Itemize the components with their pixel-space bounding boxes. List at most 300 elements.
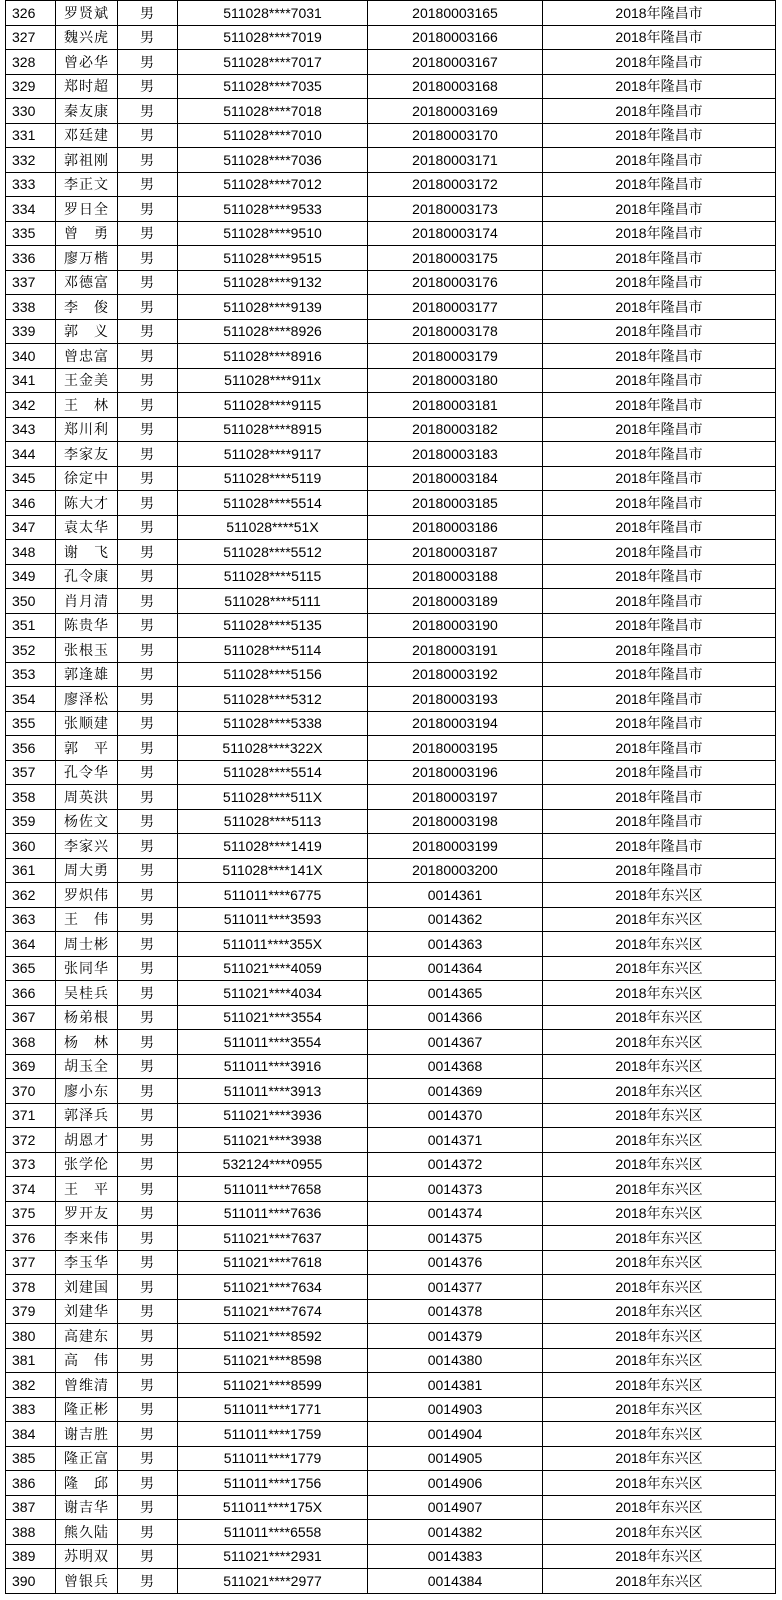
row-number: 377: [6, 1250, 56, 1275]
certificate-code: 20180003185: [368, 491, 543, 516]
id-number: 511028****7010: [178, 123, 368, 148]
certificate-code: 20180003173: [368, 197, 543, 222]
table-row: [6, 858, 776, 883]
row-number: 354: [6, 687, 56, 712]
table-row: [6, 932, 776, 957]
table-row: [6, 956, 776, 981]
gender: 男: [118, 932, 178, 957]
batch-label: 2018年东兴区: [543, 1226, 776, 1251]
batch-label: 2018年隆昌市: [543, 638, 776, 663]
row-number: 361: [6, 858, 56, 883]
row-number: 331: [6, 123, 56, 148]
certificate-code: 20180003174: [368, 221, 543, 246]
id-number: 511021****8592: [178, 1324, 368, 1349]
id-number: 511028****511X: [178, 785, 368, 810]
row-number: 371: [6, 1103, 56, 1128]
batch-label: 2018年隆昌市: [543, 491, 776, 516]
person-name: 曾必华: [56, 50, 118, 75]
batch-label: 2018年隆昌市: [543, 589, 776, 614]
gender: 男: [118, 270, 178, 295]
gender: 男: [118, 368, 178, 393]
table-row: [6, 99, 776, 124]
batch-label: 2018年隆昌市: [543, 172, 776, 197]
row-number: 369: [6, 1054, 56, 1079]
batch-label: 2018年隆昌市: [543, 858, 776, 883]
person-name: 刘建国: [56, 1275, 118, 1300]
person-name: 肖月清: [56, 589, 118, 614]
batch-label: 2018年隆昌市: [543, 25, 776, 50]
certificate-code: 0014368: [368, 1054, 543, 1079]
table-row: [6, 197, 776, 222]
gender: 男: [118, 221, 178, 246]
table-row: [6, 1005, 776, 1030]
certificate-code: 20180003194: [368, 711, 543, 736]
table-row: [6, 1397, 776, 1422]
table-row: [6, 221, 776, 246]
batch-label: 2018年隆昌市: [543, 50, 776, 75]
gender: 男: [118, 466, 178, 491]
batch-label: 2018年东兴区: [543, 1275, 776, 1300]
table-row: [6, 1299, 776, 1324]
certificate-code: 0014377: [368, 1275, 543, 1300]
batch-label: 2018年东兴区: [543, 1128, 776, 1153]
id-number: 511028****9139: [178, 295, 368, 320]
certificate-code: 0014367: [368, 1030, 543, 1055]
table-row: [6, 1324, 776, 1349]
gender: 男: [118, 1397, 178, 1422]
person-name: 谢吉华: [56, 1495, 118, 1520]
gender: 男: [118, 858, 178, 883]
batch-label: 2018年隆昌市: [543, 197, 776, 222]
table-row: [6, 638, 776, 663]
gender: 男: [118, 662, 178, 687]
row-number: 373: [6, 1152, 56, 1177]
row-number: 386: [6, 1471, 56, 1496]
person-name: 曾 勇: [56, 221, 118, 246]
person-name: 郭 平: [56, 736, 118, 761]
certificate-code: 0014907: [368, 1495, 543, 1520]
person-name: 李家友: [56, 442, 118, 467]
person-name: 曾维清: [56, 1373, 118, 1398]
batch-label: 2018年东兴区: [543, 1569, 776, 1594]
table-row: [6, 1030, 776, 1055]
batch-label: 2018年东兴区: [543, 1079, 776, 1104]
person-name: 熊久陆: [56, 1520, 118, 1545]
id-number: 511011****6558: [178, 1520, 368, 1545]
table-row: [6, 393, 776, 418]
id-number: 511028****9533: [178, 197, 368, 222]
person-name: 王金美: [56, 368, 118, 393]
row-number: 336: [6, 246, 56, 271]
id-number: 511028****7018: [178, 99, 368, 124]
certificate-code: 20180003190: [368, 613, 543, 638]
id-number: 511028****7019: [178, 25, 368, 50]
gender: 男: [118, 736, 178, 761]
row-number: 334: [6, 197, 56, 222]
gender: 男: [118, 1569, 178, 1594]
table-row: [6, 368, 776, 393]
batch-label: 2018年隆昌市: [543, 368, 776, 393]
row-number: 382: [6, 1373, 56, 1398]
id-number: 511011****355X: [178, 932, 368, 957]
person-name: 苏明双: [56, 1544, 118, 1569]
gender: 男: [118, 123, 178, 148]
gender: 男: [118, 883, 178, 908]
table-row: [6, 270, 776, 295]
row-number: 388: [6, 1520, 56, 1545]
table-row: [6, 1054, 776, 1079]
row-number: 387: [6, 1495, 56, 1520]
table-row: [6, 491, 776, 516]
batch-label: 2018年东兴区: [543, 1520, 776, 1545]
certificate-code: 0014906: [368, 1471, 543, 1496]
gender: 男: [118, 393, 178, 418]
certificate-code: 20180003189: [368, 589, 543, 614]
id-number: 511021****7634: [178, 1275, 368, 1300]
gender: 男: [118, 1348, 178, 1373]
certificate-code: 20180003195: [368, 736, 543, 761]
id-number: 511028****7035: [178, 74, 368, 99]
gender: 男: [118, 515, 178, 540]
certificate-code: 20180003191: [368, 638, 543, 663]
gender: 男: [118, 809, 178, 834]
certificate-code: 20180003199: [368, 834, 543, 859]
person-name: 杨弟根: [56, 1005, 118, 1030]
id-number: 511021****4059: [178, 956, 368, 981]
id-number: 511028****9132: [178, 270, 368, 295]
person-name: 谢 飞: [56, 540, 118, 565]
certificate-code: 20180003178: [368, 319, 543, 344]
person-name: 刘建华: [56, 1299, 118, 1324]
gender: 男: [118, 1520, 178, 1545]
certificate-code: 20180003193: [368, 687, 543, 712]
batch-label: 2018年隆昌市: [543, 417, 776, 442]
table-row: [6, 981, 776, 1006]
certificate-code: 20180003186: [368, 515, 543, 540]
id-number: 511011****6775: [178, 883, 368, 908]
table-row: [6, 1569, 776, 1594]
id-number: 511021****3554: [178, 1005, 368, 1030]
row-number: 357: [6, 760, 56, 785]
batch-label: 2018年隆昌市: [543, 123, 776, 148]
gender: 男: [118, 760, 178, 785]
id-number: 511028****5113: [178, 809, 368, 834]
table-row: [6, 1422, 776, 1447]
row-number: 348: [6, 540, 56, 565]
person-name: 罗炽伟: [56, 883, 118, 908]
certificate-code: 0014362: [368, 907, 543, 932]
person-name: 杨佐文: [56, 809, 118, 834]
row-number: 344: [6, 442, 56, 467]
id-number: 511011****1779: [178, 1446, 368, 1471]
batch-label: 2018年东兴区: [543, 956, 776, 981]
certificate-code: 20180003175: [368, 246, 543, 271]
batch-label: 2018年隆昌市: [543, 99, 776, 124]
certificate-code: 0014364: [368, 956, 543, 981]
table-row: [6, 1520, 776, 1545]
gender: 男: [118, 1299, 178, 1324]
person-name: 李来伟: [56, 1226, 118, 1251]
id-number: 511021****4034: [178, 981, 368, 1006]
row-number: 360: [6, 834, 56, 859]
gender: 男: [118, 540, 178, 565]
id-number: 511028****5135: [178, 613, 368, 638]
table-row: [6, 662, 776, 687]
certificate-code: 20180003170: [368, 123, 543, 148]
table-row: [6, 711, 776, 736]
gender: 男: [118, 1054, 178, 1079]
gender: 男: [118, 1544, 178, 1569]
person-name: 张同华: [56, 956, 118, 981]
table-row: [6, 25, 776, 50]
batch-label: 2018年隆昌市: [543, 246, 776, 271]
person-name: 曾银兵: [56, 1569, 118, 1594]
batch-label: 2018年隆昌市: [543, 319, 776, 344]
row-number: 337: [6, 270, 56, 295]
certificate-code: 20180003192: [368, 662, 543, 687]
row-number: 343: [6, 417, 56, 442]
person-name: 曾忠富: [56, 344, 118, 369]
id-number: 511028****5156: [178, 662, 368, 687]
gender: 男: [118, 99, 178, 124]
row-number: 383: [6, 1397, 56, 1422]
certificate-code: 20180003196: [368, 760, 543, 785]
table-row: [6, 1373, 776, 1398]
id-number: 511028****322X: [178, 736, 368, 761]
gender: 男: [118, 246, 178, 271]
row-number: 339: [6, 319, 56, 344]
gender: 男: [118, 1128, 178, 1153]
person-name: 胡恩才: [56, 1128, 118, 1153]
certificate-code: 20180003168: [368, 74, 543, 99]
table-row: [6, 834, 776, 859]
batch-label: 2018年隆昌市: [543, 540, 776, 565]
table-row: [6, 148, 776, 173]
row-number: 375: [6, 1201, 56, 1226]
table-row: [6, 1471, 776, 1496]
certificate-code: 20180003197: [368, 785, 543, 810]
table-row: [6, 442, 776, 467]
person-name: 郑时超: [56, 74, 118, 99]
certificate-code: 0014374: [368, 1201, 543, 1226]
table-row: [6, 1544, 776, 1569]
person-name: 隆正彬: [56, 1397, 118, 1422]
row-number: 340: [6, 344, 56, 369]
row-number: 328: [6, 50, 56, 75]
batch-label: 2018年东兴区: [543, 1544, 776, 1569]
gender: 男: [118, 344, 178, 369]
person-name: 秦友康: [56, 99, 118, 124]
batch-label: 2018年东兴区: [543, 883, 776, 908]
roster-table: [5, 0, 776, 1594]
person-name: 陈大才: [56, 491, 118, 516]
certificate-code: 20180003184: [368, 466, 543, 491]
person-name: 高 伟: [56, 1348, 118, 1373]
id-number: 511028****9115: [178, 393, 368, 418]
gender: 男: [118, 1422, 178, 1447]
batch-label: 2018年东兴区: [543, 1495, 776, 1520]
batch-label: 2018年东兴区: [543, 1324, 776, 1349]
row-number: 376: [6, 1226, 56, 1251]
batch-label: 2018年东兴区: [543, 932, 776, 957]
certificate-code: 20180003188: [368, 564, 543, 589]
certificate-code: 0014375: [368, 1226, 543, 1251]
gender: 男: [118, 613, 178, 638]
row-number: 350: [6, 589, 56, 614]
table-row: [6, 564, 776, 589]
table-row: [6, 1079, 776, 1104]
certificate-code: 0014904: [368, 1422, 543, 1447]
row-number: 338: [6, 295, 56, 320]
table-row: [6, 246, 776, 271]
row-number: 345: [6, 466, 56, 491]
person-name: 张顺建: [56, 711, 118, 736]
certificate-code: 0014378: [368, 1299, 543, 1324]
batch-label: 2018年隆昌市: [543, 221, 776, 246]
batch-label: 2018年隆昌市: [543, 809, 776, 834]
row-number: 385: [6, 1446, 56, 1471]
certificate-code: 20180003179: [368, 344, 543, 369]
person-name: 李家兴: [56, 834, 118, 859]
table-row: [6, 1275, 776, 1300]
row-number: 342: [6, 393, 56, 418]
batch-label: 2018年隆昌市: [543, 1, 776, 26]
certificate-code: 20180003187: [368, 540, 543, 565]
gender: 男: [118, 1030, 178, 1055]
id-number: 511028****5514: [178, 491, 368, 516]
table-row: [6, 466, 776, 491]
gender: 男: [118, 956, 178, 981]
batch-label: 2018年隆昌市: [543, 662, 776, 687]
person-name: 廖万楷: [56, 246, 118, 271]
gender: 男: [118, 1471, 178, 1496]
id-number: 511028****5512: [178, 540, 368, 565]
id-number: 511011****3554: [178, 1030, 368, 1055]
id-number: 511011****1756: [178, 1471, 368, 1496]
person-name: 杨 林: [56, 1030, 118, 1055]
table-row: [6, 295, 776, 320]
row-number: 370: [6, 1079, 56, 1104]
row-number: 390: [6, 1569, 56, 1594]
batch-label: 2018年隆昌市: [543, 515, 776, 540]
table-row: [6, 1250, 776, 1275]
certificate-code: 20180003166: [368, 25, 543, 50]
table-row: [6, 319, 776, 344]
row-number: 353: [6, 662, 56, 687]
batch-label: 2018年隆昌市: [543, 148, 776, 173]
person-name: 陈贵华: [56, 613, 118, 638]
certificate-code: 20180003172: [368, 172, 543, 197]
id-number: 511028****5114: [178, 638, 368, 663]
person-name: 李正文: [56, 172, 118, 197]
id-number: 511028****5312: [178, 687, 368, 712]
table-row: [6, 883, 776, 908]
certificate-code: 0014905: [368, 1446, 543, 1471]
gender: 男: [118, 1226, 178, 1251]
id-number: 511021****3938: [178, 1128, 368, 1153]
certificate-code: 0014361: [368, 883, 543, 908]
certificate-code: 0014383: [368, 1544, 543, 1569]
batch-label: 2018年东兴区: [543, 1397, 776, 1422]
table-row: [6, 613, 776, 638]
row-number: 327: [6, 25, 56, 50]
certificate-code: 20180003198: [368, 809, 543, 834]
row-number: 367: [6, 1005, 56, 1030]
certificate-code: 20180003171: [368, 148, 543, 173]
gender: 男: [118, 1275, 178, 1300]
person-name: 王 伟: [56, 907, 118, 932]
gender: 男: [118, 564, 178, 589]
gender: 男: [118, 638, 178, 663]
id-number: 511021****2977: [178, 1569, 368, 1594]
certificate-code: 0014366: [368, 1005, 543, 1030]
batch-label: 2018年隆昌市: [543, 687, 776, 712]
table-row: [6, 1152, 776, 1177]
table-row: [6, 1495, 776, 1520]
batch-label: 2018年隆昌市: [543, 74, 776, 99]
row-number: 362: [6, 883, 56, 908]
row-number: 364: [6, 932, 56, 957]
table-row: [6, 760, 776, 785]
gender: 男: [118, 785, 178, 810]
id-number: 511028****1419: [178, 834, 368, 859]
certificate-code: 20180003165: [368, 1, 543, 26]
id-number: 511028****51X: [178, 515, 368, 540]
id-number: 511011****3593: [178, 907, 368, 932]
certificate-code: 0014380: [368, 1348, 543, 1373]
gender: 男: [118, 1250, 178, 1275]
table-row: [6, 907, 776, 932]
batch-label: 2018年隆昌市: [543, 785, 776, 810]
batch-label: 2018年隆昌市: [543, 834, 776, 859]
person-name: 邓德富: [56, 270, 118, 295]
gender: 男: [118, 1, 178, 26]
certificate-code: 20180003169: [368, 99, 543, 124]
id-number: 511028****7036: [178, 148, 368, 173]
batch-label: 2018年东兴区: [543, 1103, 776, 1128]
table-row: [6, 515, 776, 540]
row-number: 355: [6, 711, 56, 736]
person-name: 郭祖刚: [56, 148, 118, 173]
person-name: 罗贤斌: [56, 1, 118, 26]
batch-label: 2018年东兴区: [543, 1471, 776, 1496]
id-number: 511011****7658: [178, 1177, 368, 1202]
person-name: 李玉华: [56, 1250, 118, 1275]
gender: 男: [118, 417, 178, 442]
gender: 男: [118, 197, 178, 222]
gender: 男: [118, 907, 178, 932]
table-row: [6, 74, 776, 99]
certificate-code: 0014384: [368, 1569, 543, 1594]
id-number: 511028****5338: [178, 711, 368, 736]
table-row: [6, 736, 776, 761]
batch-label: 2018年隆昌市: [543, 442, 776, 467]
id-number: 511011****1771: [178, 1397, 368, 1422]
id-number: 511028****7017: [178, 50, 368, 75]
row-number: 368: [6, 1030, 56, 1055]
table-row: [6, 1226, 776, 1251]
person-name: 张学伦: [56, 1152, 118, 1177]
batch-label: 2018年隆昌市: [543, 466, 776, 491]
gender: 男: [118, 491, 178, 516]
certificate-code: 20180003182: [368, 417, 543, 442]
id-number: 511028****5115: [178, 564, 368, 589]
person-name: 张根玉: [56, 638, 118, 663]
gender: 男: [118, 295, 178, 320]
gender: 男: [118, 687, 178, 712]
gender: 男: [118, 74, 178, 99]
row-number: 384: [6, 1422, 56, 1447]
